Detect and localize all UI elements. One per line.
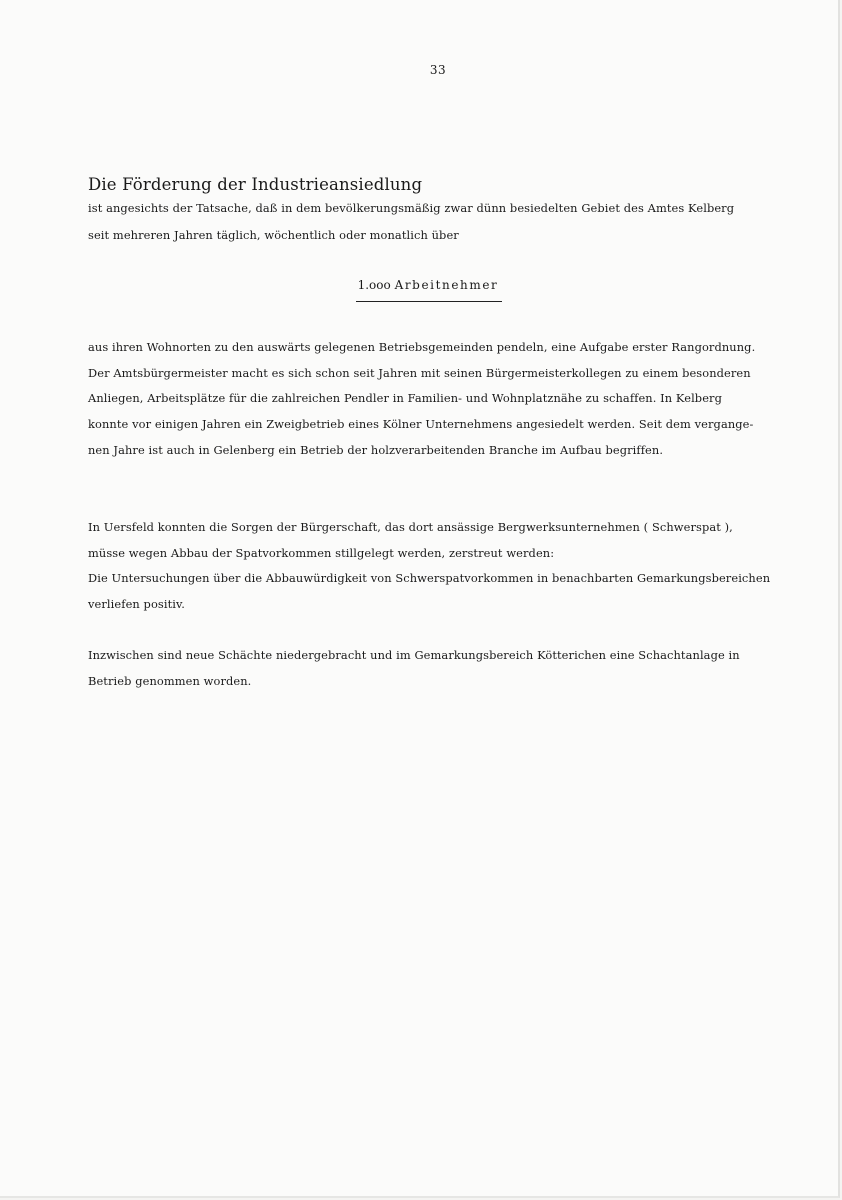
paragraph-line: Die Untersuchungen über die Abbauwürdigkeit von Schwerspatvorkommen in benachbarten Gemarkungsbereichen [88, 571, 771, 585]
paragraph-line: Anliegen, Arbeitsplätze für die zahlreichen Pendler in Familien- und Wohnplatznähe zu schaffen. In Kelberg [88, 391, 722, 405]
paragraph-line: Inzwischen sind neue Schächte niedergebracht und im Gemarkungsbereich Kötterichen eine Schachtanlage in [88, 648, 740, 662]
highlight-word: Arbeitnehmer [394, 278, 499, 292]
paragraph-line: nen Jahre ist auch in Gelenberg ein Betrieb der holzverarbeitenden Branche im Aufbau begriffen. [88, 443, 664, 457]
highlight-statement [0, 278, 842, 292]
paragraph-line: Betrieb genommen worden. [88, 674, 252, 688]
paragraph-line: aus ihren Wohnorten zu den auswärts gelegenen Betriebsgemeinden pendeln, eine Aufgabe erster Rangordnung. [88, 340, 756, 354]
paragraph-line: konnte vor einigen Jahren ein Zweigbetrieb eines Kölner Unternehmens angesiedelt werden. Seit dem vergange- [88, 417, 754, 431]
page-number: 33 [429, 63, 447, 77]
paragraph-line: In Uersfeld konnten die Sorgen der Bürgerschaft, das dort ansässige Bergwerksunternehmen ( Schwerspat ), [88, 520, 733, 534]
paragraph-line: Der Amtsbürgermeister macht es sich schon seit Jahren mit seinen Bürgermeisterkollegen zu einem besonderen [88, 366, 751, 380]
highlight-underline [356, 301, 502, 302]
intro-line: seit mehreren Jahren täglich, wöchentlich oder monatlich über [88, 228, 459, 242]
intro-line: ist angesichts der Tatsache, daß in dem bevölkerungsmäßig zwar dünn besiedelten Gebiet des Amtes Kelberg [88, 201, 735, 215]
paragraph-line: verliefen positiv. [88, 597, 185, 611]
highlight-number: 1.ooo [357, 278, 391, 292]
section-heading: Die Förderung der Industrieansiedlung [88, 175, 423, 194]
paragraph-line: müsse wegen Abbau der Spatvorkommen stillgelegt werden, zerstreut werden: [88, 546, 555, 560]
